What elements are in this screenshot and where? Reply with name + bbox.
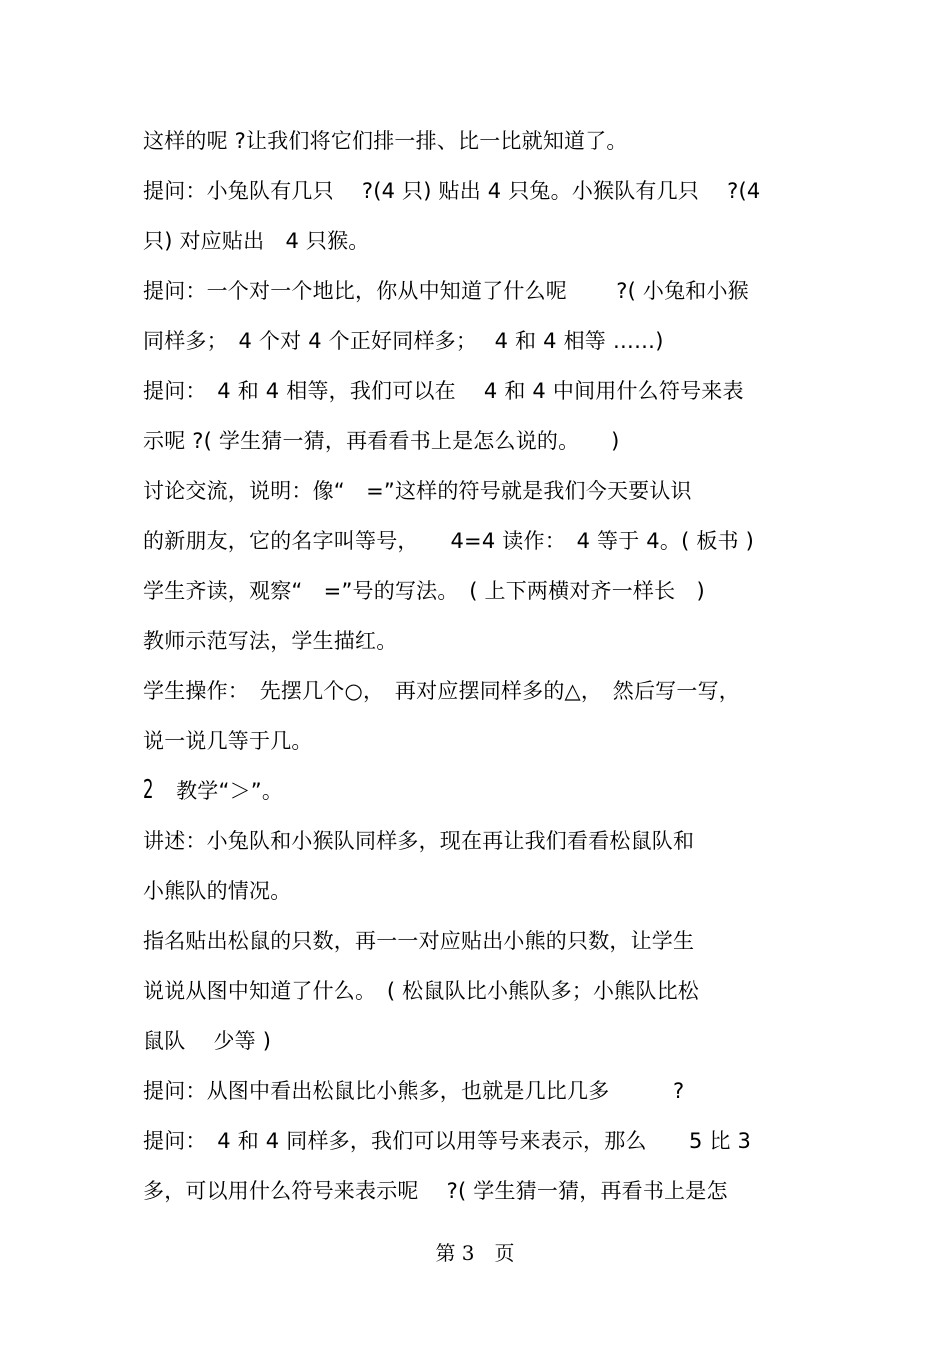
text-line: 提问： 4 和 4 同样多，我们可以用等号来表示，那么 5 比 3 [143, 1129, 752, 1153]
text-line: 说说从图中知道了什么。 ( 松鼠队比小熊队多；小熊队比松 [143, 979, 699, 1003]
text-line: 学生齐读，观察“ =”号的写法。 ( 上下两横对齐一样长 ) [143, 579, 705, 603]
text-line: 小熊队的情况。 [143, 879, 292, 903]
section-heading [143, 775, 808, 806]
text-line: 提问：从图中看出松鼠比小熊多，也就是几比几多 ? [143, 1079, 685, 1103]
text-line: 提问： 4 和 4 相等，我们可以在 4 和 4 中间用什么符号来表 [143, 379, 744, 403]
text-line: 学生操作： 先摆几个○， 再对应摆同样多的△， 然后写一写， [143, 679, 740, 703]
text-line: 教师示范写法，学生描红。 [143, 629, 398, 653]
section-number: 2 [143, 775, 154, 805]
text-line: 讨论交流，说明：像“ =”这样的符号就是我们今天要认识 [143, 479, 692, 503]
text-line: 的新朋友，它的名字叫等号， 4=4 读作： 4 等于 4。( 板书 ) [143, 529, 754, 553]
page-number-footer: 第 3 页 [435, 1241, 515, 1265]
text-line: 同样多； 4 个对 4 个正好同样多； 4 和 4 相等 ……) [143, 329, 664, 353]
text-line: 说一说几等于几。 [143, 729, 313, 753]
text-line: 示呢 ?( 学生猜一猜，再看看书上是怎么说的。 ) [143, 429, 620, 453]
text-line: 多，可以用什么符号来表示呢 ?( 学生猜一猜，再看书上是怎 [143, 1179, 728, 1203]
text-line: 鼠队 少等 ) [143, 1029, 272, 1053]
section-title: 教学“＞”。 [176, 779, 284, 803]
text-line: 提问：一个对一个地比，你从中知道了什么呢 ?( 小兔和小猴 [143, 279, 749, 303]
text-line: 讲述：小兔队和小猴队同样多，现在再让我们看看松鼠队和 [143, 829, 695, 853]
text-line: 提问：小兔队有几只 ?(4 只) 贴出 4 只兔。小猴队有几只 ?(4 [143, 179, 761, 203]
text-line: 只) 对应贴出 4 只猴。 [143, 229, 370, 253]
text-line: 这样的呢 ?让我们将它们排一排、比一比就知道了。 [143, 129, 628, 153]
text-line: 指名贴出松鼠的只数，再一一对应贴出小熊的只数，让学生 [143, 929, 695, 953]
